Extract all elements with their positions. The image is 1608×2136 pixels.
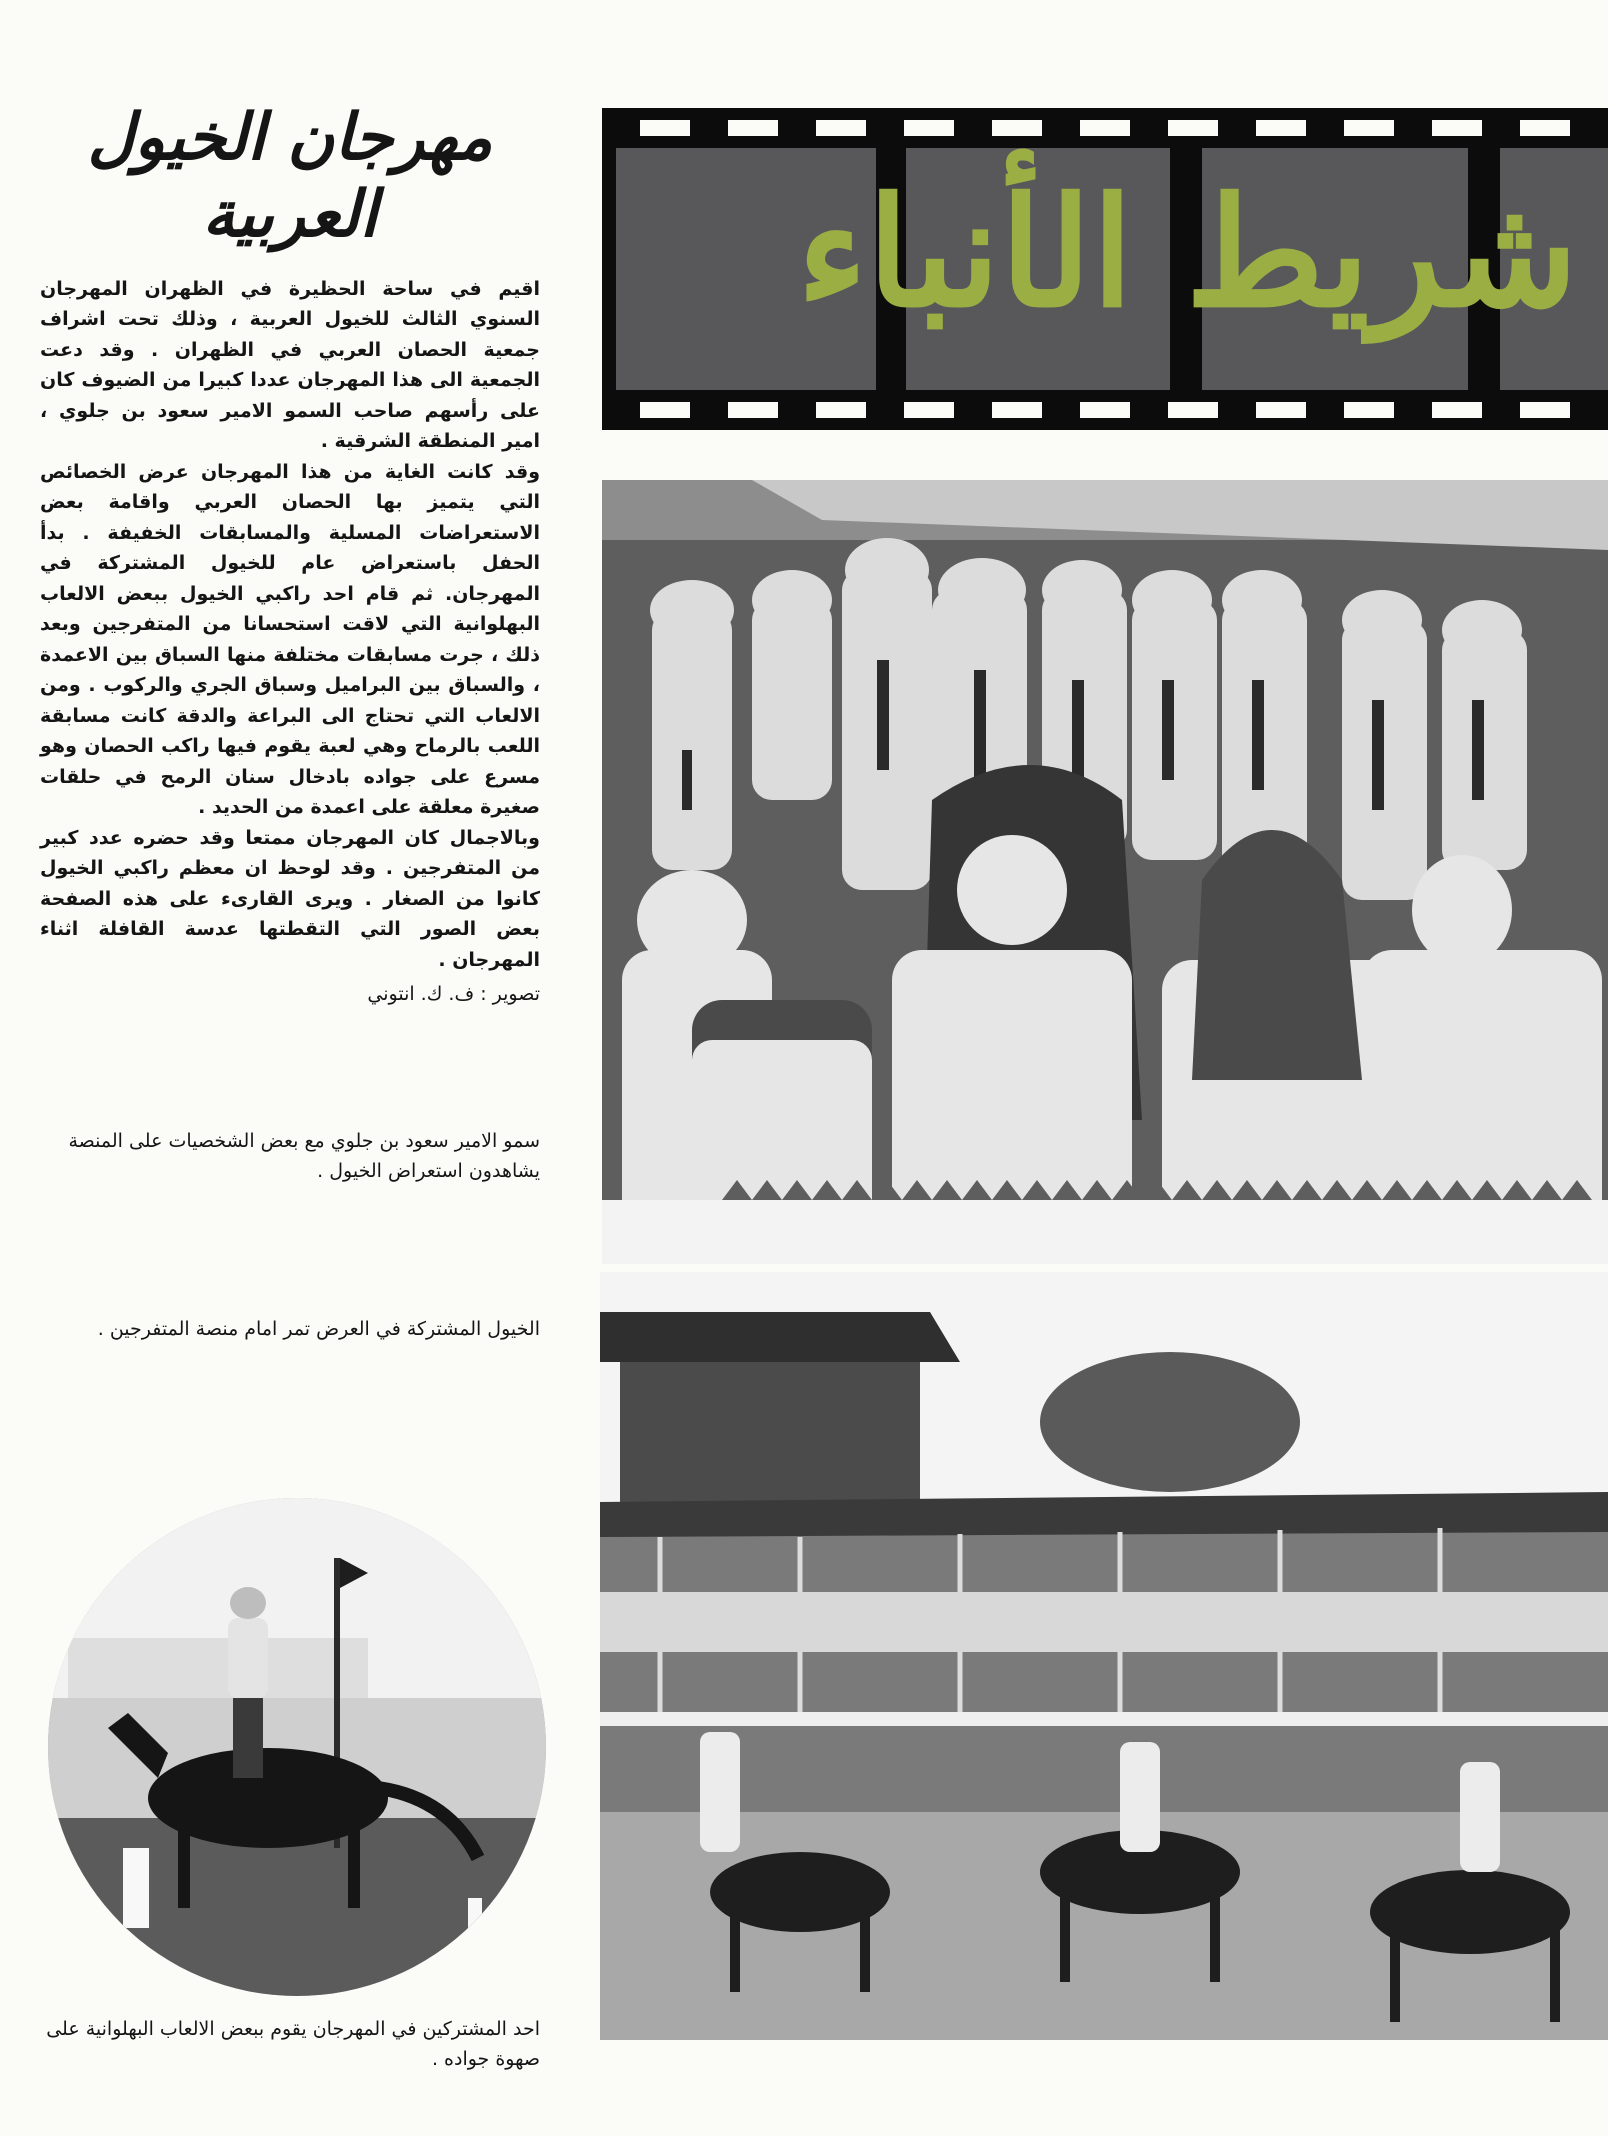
article-body [40, 274, 540, 976]
caption-stunt: احد المشتركين في المهرجان يقوم ببعض الالعاب البهلوانية على صهوة جواده . [46, 2018, 540, 2070]
banner-title: شريط الأنباء [796, 165, 1578, 341]
parade-photo [600, 1272, 1608, 2040]
article-paragraph: وقد كانت الغاية من هذا المهرجان عرض الخصائص التي يتميز بها الحصان العربي واقامة بعض الاستعراضات المسلية والمسابقات الخفيفة . بدأ الحفل باستعراض عام للخيول المشتركة في المهرجان. ثم قام احد راكبي الخيول ببعض الالعاب البهلوانية التي لاقت استحسانا من المتفرجين وبعد ذلك ، جرت مسابقات مختلفة منها السباق بين الاعمدة ، والسباق بين البراميل وسباق الجري والركوب . ومن الالعاب التي تحتاج الى البراعة والدقة كانت مسابقة اللعب بالرماح وهي لعبة يقوم فيها راكب الحصان وهو مسرع على جواده بادخال سنان الرمح في حلقات صغيرة معلقة على اعمدة من الحديد . [40, 460, 540, 819]
filmstrip-banner [602, 108, 1608, 430]
film-perforations-bottom [602, 390, 1608, 430]
article-paragraph: اقيم في ساحة الحظيرة في الظهران المهرجان السنوي الثالث للخيول العربية ، وذلك تحت اشراف جمعية الحصان العربي في الظهران . وقد دعت الجمعية الى هذا المهرجان عددا كبيرا من الضيوف كان على رأسهم صاحب السمو الامير سعود بن جلوي ، امير المنطقة الشرقية . [40, 277, 540, 453]
caption-grandstand: سمو الامير سعود بن جلوي مع بعض الشخصيات على المنصة يشاهدون استعراض الخيول . [68, 1130, 540, 1182]
grandstand-photo [602, 480, 1608, 1264]
caption-parade: الخيول المشتركة في العرض تمر امام منصة المتفرجين . [97, 1318, 540, 1340]
stunt-rider-photo [48, 1498, 546, 1996]
article-paragraph: وبالاجمال كان المهرجان ممتعا وقد حضره عدد كبير من المتفرجين . وقد لوحظ ان معظم راكبي الخيول كانوا من الصغار . ويرى القارىء على هذه الصفحة بعض الصور التي التقطتها عدسة القافلة اثناء المهرجان . [40, 826, 540, 971]
photo-credit: تصوير : ف. ك. انتوني [367, 983, 540, 1006]
article-column [40, 100, 540, 1005]
article-title: مهرجان الخيول العربية [87, 100, 493, 252]
film-perforations-top [602, 108, 1608, 148]
